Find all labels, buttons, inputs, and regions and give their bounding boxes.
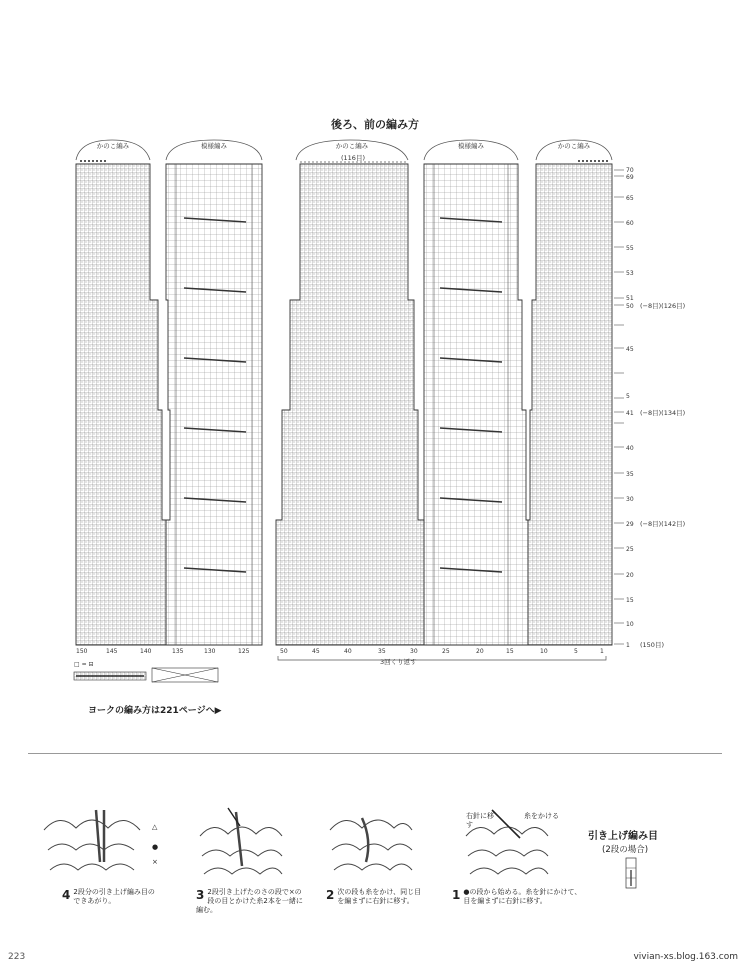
- decrease-note: (−8目)(134目): [640, 409, 686, 417]
- step-2: [326, 888, 426, 906]
- step-number: 4: [62, 888, 71, 902]
- row-number: 40: [626, 445, 634, 452]
- blog-watermark: vivian-xs.blog.163.com: [633, 952, 738, 962]
- mark-label: △: [152, 823, 158, 831]
- row-number: 5: [626, 393, 630, 400]
- step-text: ●の段から始める。糸を針にかけて、目を編まずに右針に移す。: [463, 888, 582, 905]
- tick-label: 150: [76, 648, 88, 655]
- chart-grid: [76, 164, 612, 645]
- symbol-diagram: [626, 858, 636, 888]
- step2-illustration: [330, 818, 412, 870]
- callout-yarn-over: 糸をかける: [524, 812, 559, 820]
- section-label: 模様編み: [458, 142, 484, 150]
- step-4: [62, 888, 157, 906]
- tick-label: 50: [280, 648, 288, 655]
- tick-label: 30: [410, 648, 418, 655]
- tick-label: 25: [442, 648, 450, 655]
- step-1: [452, 888, 582, 906]
- step-text: 2段分の引き上げ編み目のできあがり。: [73, 888, 155, 905]
- tick-label: 125: [238, 648, 250, 655]
- tick-label: 130: [204, 648, 216, 655]
- decrease-note: (−8目)(126目): [640, 302, 686, 310]
- section-label: かのこ編み: [335, 142, 369, 150]
- row-number: 1: [626, 642, 630, 649]
- mark-label: ×: [152, 858, 158, 866]
- row-number: 69: [626, 174, 634, 181]
- tick-label: 140: [140, 648, 152, 655]
- technique-title: 引き上げ編み目: [588, 831, 658, 842]
- row-number: 45: [626, 346, 634, 353]
- repeat-label: 3回くり返す: [380, 658, 417, 666]
- chart-title: 後ろ、前の編み方: [331, 118, 419, 131]
- row-arrows: [614, 170, 624, 644]
- step-text: 2段引き上げたのさの段で×の段の目とかけた糸2本を一緒に編む。: [196, 888, 303, 914]
- step-number: 3: [196, 888, 205, 902]
- row-number: 41: [626, 410, 634, 417]
- row-number: 25: [626, 546, 634, 553]
- tick-label: 35: [378, 648, 386, 655]
- row-number: 60: [626, 220, 634, 227]
- tick-label: 45: [312, 648, 320, 655]
- mark-label: ●: [152, 843, 159, 851]
- row-number: 65: [626, 195, 634, 202]
- decrease-note: (−8目)(142目): [640, 520, 686, 528]
- section-label: かのこ編み: [96, 142, 130, 150]
- chart-legend: [74, 661, 218, 682]
- step-number: 1: [452, 888, 461, 902]
- step-3: [196, 888, 304, 915]
- section-label: 模様編み: [201, 142, 227, 150]
- row-number: 10: [626, 621, 634, 628]
- row-number: 20: [626, 572, 634, 579]
- step4-illustration: [44, 810, 140, 870]
- page-number: 223: [8, 952, 26, 962]
- bottom-ticks: [76, 648, 604, 655]
- tick-label: 40: [344, 648, 352, 655]
- tick-label: 145: [106, 648, 118, 655]
- stitch-count-top: (116目): [341, 154, 365, 162]
- callout-right-needle: 右針に移す: [466, 812, 494, 829]
- row-number: 70: [626, 167, 634, 174]
- step3-illustration: [200, 808, 282, 874]
- row-number: 15: [626, 597, 634, 604]
- tick-label: 15: [506, 648, 514, 655]
- start-note: (150目): [640, 641, 664, 649]
- section-label: かのこ編み: [557, 142, 591, 150]
- tick-label: 10: [540, 648, 548, 655]
- row-number: 53: [626, 270, 634, 277]
- row-number: 55: [626, 245, 634, 252]
- technique-subtitle: (2段の場合): [602, 845, 649, 855]
- row-number: 29: [626, 521, 634, 528]
- row-markers: [626, 167, 685, 649]
- row-number: 50: [626, 303, 634, 310]
- tick-label: 5: [574, 648, 578, 655]
- step-number: 2: [326, 888, 335, 902]
- legend-symbol: □ = ⊟: [74, 661, 94, 668]
- step-text: 次の段も糸をかけ、同じ目を編まずに右針に移す。: [337, 888, 422, 905]
- repeat-bracket: [278, 656, 606, 660]
- yoke-note: ヨークの編み方は221ページへ▶: [88, 706, 222, 716]
- tick-label: 1: [600, 648, 604, 655]
- tick-label: 20: [476, 648, 484, 655]
- tick-label: 135: [172, 648, 184, 655]
- divider: [28, 753, 722, 754]
- row-number: 51: [626, 295, 634, 302]
- row-number: 30: [626, 496, 634, 503]
- row-number: 35: [626, 471, 634, 478]
